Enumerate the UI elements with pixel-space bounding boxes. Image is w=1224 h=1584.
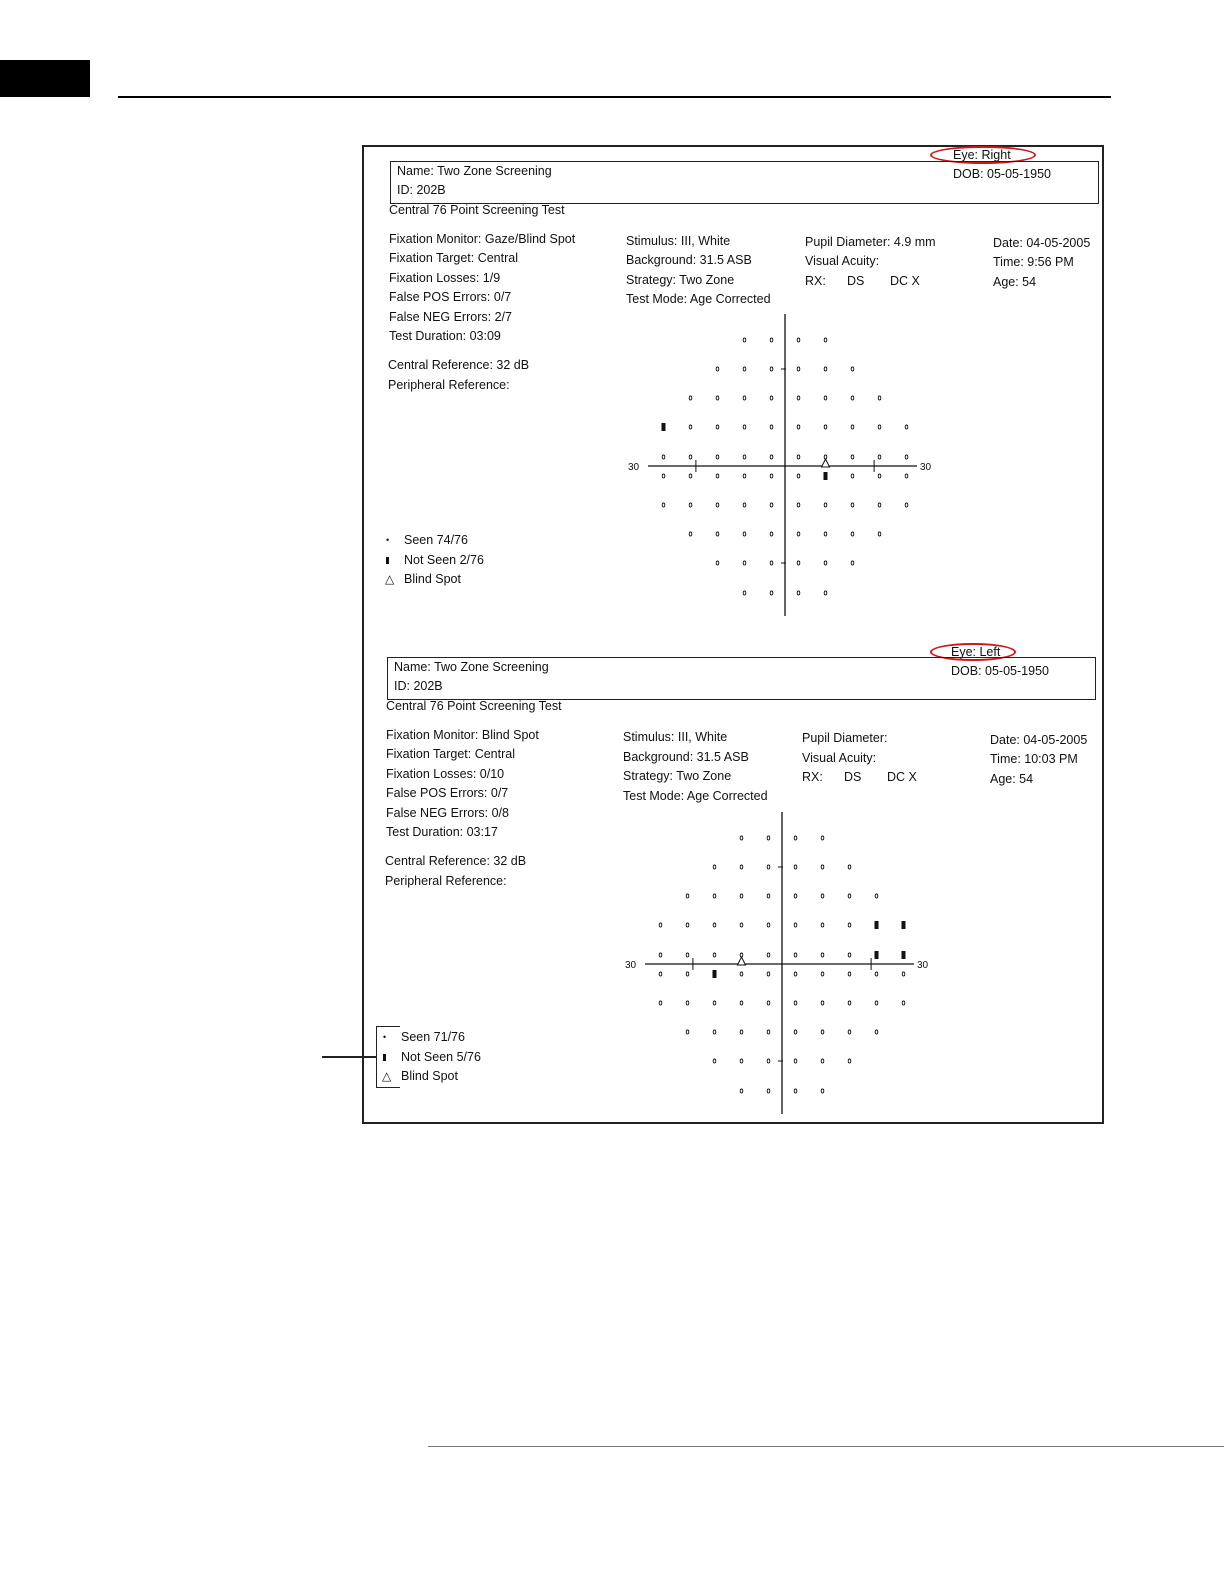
seen-point: [770, 455, 773, 459]
seen-point: [740, 894, 743, 898]
rx-dc: DC X: [890, 274, 920, 288]
strategy: Strategy: Two Zone: [626, 273, 735, 287]
fixation-monitor: Fixation Monitor: Blind Spot: [386, 728, 539, 742]
fixation-losses: Fixation Losses: 1/9: [389, 271, 501, 285]
seen-point: [767, 953, 770, 957]
rx-ds: DS: [847, 274, 865, 288]
seen-point: [743, 591, 746, 595]
seen-point: [689, 474, 692, 478]
seen-point: [743, 338, 746, 342]
seen-point: [797, 532, 800, 536]
seen-point: [689, 532, 692, 536]
seen-point: [713, 1030, 716, 1034]
seen-point: [821, 865, 824, 869]
seen-point: [878, 396, 881, 400]
seen-point: [794, 836, 797, 840]
visual-field-plot: [620, 310, 940, 620]
pupil-diameter: Pupil Diameter:: [802, 731, 888, 745]
seen-point: [851, 532, 854, 536]
background: Background: 31.5 ASB: [626, 253, 752, 267]
seen-point: [740, 1089, 743, 1093]
seen-point: [743, 367, 746, 371]
seen-point: [848, 923, 851, 927]
seen-point: [767, 836, 770, 840]
seen-point: [767, 1001, 770, 1005]
central-reference: Central Reference: 32 dB: [388, 358, 530, 372]
seen-point: [743, 396, 746, 400]
peripheral-reference: Peripheral Reference:: [388, 378, 510, 392]
seen-point: [794, 972, 797, 976]
patient-id: ID: 202B: [397, 183, 446, 197]
axis-label-left: 30: [628, 462, 640, 473]
legend-not-seen: Not Seen 5/76: [401, 1050, 481, 1064]
blind-spot-symbol-icon: △: [385, 572, 395, 586]
test-date: Date: 04-05-2005: [990, 733, 1088, 747]
seen-point: [821, 894, 824, 898]
not-seen-point: [713, 970, 717, 978]
legend-pointer-line: [322, 1056, 376, 1058]
test-duration: Test Duration: 03:09: [389, 329, 501, 343]
test-time: Time: 9:56 PM: [993, 255, 1074, 269]
patient-dob: DOB: 05-05-1950: [953, 167, 1051, 181]
axis-label-left: 30: [625, 960, 637, 971]
seen-point: [770, 591, 773, 595]
not-seen-point: [875, 951, 879, 959]
seen-point: [713, 1059, 716, 1063]
seen-point: [713, 1001, 716, 1005]
seen-point: [770, 561, 773, 565]
blind-spot-point: [822, 459, 830, 467]
seen-point: [821, 1030, 824, 1034]
seen-point: [824, 503, 827, 507]
test-name: Central 76 Point Screening Test: [389, 203, 565, 217]
false-pos-errors: False POS Errors: 0/7: [386, 786, 509, 800]
background: Background: 31.5 ASB: [623, 750, 749, 764]
seen-point: [794, 1001, 797, 1005]
visual-acuity: Visual Acuity:: [802, 751, 877, 765]
seen-point: [770, 503, 773, 507]
seen-point: [902, 1001, 905, 1005]
seen-point: [851, 503, 854, 507]
seen-point: [770, 425, 773, 429]
seen-point: [662, 503, 665, 507]
seen-point: [824, 367, 827, 371]
seen-point: [797, 367, 800, 371]
false-neg-errors: False NEG Errors: 2/7: [389, 310, 512, 324]
seen-point: [743, 503, 746, 507]
seen-point: [797, 591, 800, 595]
seen-symbol-icon: •: [383, 1032, 387, 1042]
seen-point: [713, 865, 716, 869]
seen-point: [848, 1001, 851, 1005]
axis-label-right: 30: [917, 960, 929, 971]
seen-point: [767, 923, 770, 927]
seen-point: [824, 396, 827, 400]
seen-point: [851, 425, 854, 429]
seen-point: [878, 455, 881, 459]
fixation-monitor: Fixation Monitor: Gaze/Blind Spot: [389, 232, 576, 246]
seen-point: [821, 972, 824, 976]
seen-point: [770, 474, 773, 478]
seen-point: [743, 474, 746, 478]
visual-acuity: Visual Acuity:: [805, 254, 880, 268]
seen-point: [821, 1001, 824, 1005]
seen-point: [875, 972, 878, 976]
legend-seen: Seen 74/76: [404, 533, 468, 547]
seen-point: [659, 923, 662, 927]
seen-point: [878, 425, 881, 429]
seen-point: [794, 1059, 797, 1063]
not-seen-symbol-icon: [383, 1050, 386, 1064]
rx-ds: DS: [844, 770, 862, 784]
seen-point: [797, 474, 800, 478]
seen-point: [716, 503, 719, 507]
fixation-target: Fixation Target: Central: [386, 747, 515, 761]
seen-point: [767, 894, 770, 898]
seen-point: [740, 865, 743, 869]
seen-point: [821, 923, 824, 927]
seen-point: [821, 1089, 824, 1093]
stimulus: Stimulus: III, White: [626, 234, 731, 248]
seen-point: [794, 865, 797, 869]
seen-point: [821, 836, 824, 840]
seen-point: [821, 1059, 824, 1063]
seen-point: [716, 561, 719, 565]
seen-point: [767, 865, 770, 869]
seen-point: [740, 923, 743, 927]
seen-point: [713, 953, 716, 957]
seen-point: [878, 503, 881, 507]
seen-point: [797, 455, 800, 459]
seen-point: [740, 836, 743, 840]
seen-point: [743, 425, 746, 429]
seen-point: [770, 396, 773, 400]
legend-seen: Seen 71/76: [401, 1030, 465, 1044]
seen-point: [905, 425, 908, 429]
seen-point: [686, 953, 689, 957]
seen-point: [743, 455, 746, 459]
seen-point: [740, 1001, 743, 1005]
seen-point: [794, 1089, 797, 1093]
seen-point: [797, 561, 800, 565]
seen-point: [878, 532, 881, 536]
false-neg-errors: False NEG Errors: 0/8: [386, 806, 509, 820]
seen-point: [824, 338, 827, 342]
seen-point: [905, 474, 908, 478]
stimulus: Stimulus: III, White: [623, 730, 728, 744]
seen-point: [713, 894, 716, 898]
legend-blind-spot: Blind Spot: [401, 1069, 458, 1083]
seen-point: [716, 532, 719, 536]
seen-point: [659, 953, 662, 957]
eye-label: Eye: Right: [953, 148, 1011, 162]
patient-age: Age: 54: [993, 275, 1037, 289]
not-seen-symbol-icon: [386, 553, 389, 567]
rx-label: RX:: [802, 770, 823, 784]
seen-point: [662, 474, 665, 478]
header-rule: [118, 96, 1111, 98]
seen-point: [770, 338, 773, 342]
test-date: Date: 04-05-2005: [993, 236, 1091, 250]
seen-point: [875, 1001, 878, 1005]
not-seen-point: [662, 423, 666, 431]
patient-id: ID: 202B: [394, 679, 443, 693]
seen-point: [662, 455, 665, 459]
chapter-tab: [0, 60, 90, 97]
seen-point: [902, 972, 905, 976]
test-mode: Test Mode: Age Corrected: [626, 292, 771, 306]
seen-point: [797, 396, 800, 400]
seen-point: [797, 425, 800, 429]
seen-point: [740, 972, 743, 976]
seen-point: [794, 923, 797, 927]
not-seen-point: [902, 951, 906, 959]
test-mode: Test Mode: Age Corrected: [623, 789, 768, 803]
central-reference: Central Reference: 32 dB: [385, 854, 527, 868]
seen-point: [686, 1001, 689, 1005]
seen-point: [848, 865, 851, 869]
seen-point: [767, 972, 770, 976]
seen-point: [686, 923, 689, 927]
seen-point: [770, 532, 773, 536]
seen-point: [848, 972, 851, 976]
seen-point: [716, 367, 719, 371]
seen-point: [659, 1001, 662, 1005]
pupil-diameter: Pupil Diameter: 4.9 mm: [805, 235, 936, 249]
seen-point: [875, 1030, 878, 1034]
seen-point: [848, 1030, 851, 1034]
seen-point: [851, 455, 854, 459]
visual-field-plot: [617, 808, 937, 1118]
seen-point: [740, 1030, 743, 1034]
seen-point: [848, 953, 851, 957]
legend-not-seen: Not Seen 2/76: [404, 553, 484, 567]
patient-name: Name: Two Zone Screening: [397, 164, 552, 178]
seen-symbol-icon: •: [386, 535, 390, 545]
seen-point: [740, 1059, 743, 1063]
seen-point: [794, 953, 797, 957]
seen-point: [689, 396, 692, 400]
seen-point: [824, 425, 827, 429]
seen-point: [794, 1030, 797, 1034]
patient-name: Name: Two Zone Screening: [394, 660, 549, 674]
seen-point: [770, 367, 773, 371]
seen-point: [659, 972, 662, 976]
seen-point: [824, 532, 827, 536]
strategy: Strategy: Two Zone: [623, 769, 732, 783]
not-seen-point: [902, 921, 906, 929]
seen-point: [689, 503, 692, 507]
test-name: Central 76 Point Screening Test: [386, 699, 562, 713]
seen-point: [851, 367, 854, 371]
seen-point: [851, 474, 854, 478]
seen-point: [767, 1089, 770, 1093]
seen-point: [797, 503, 800, 507]
axis-label-right: 30: [920, 462, 932, 473]
seen-point: [716, 396, 719, 400]
patient-dob: DOB: 05-05-1950: [951, 664, 1049, 678]
not-seen-point: [875, 921, 879, 929]
seen-point: [686, 972, 689, 976]
test-time: Time: 10:03 PM: [990, 752, 1078, 766]
blind-spot-point: [738, 957, 746, 965]
seen-point: [767, 1059, 770, 1063]
seen-point: [905, 455, 908, 459]
seen-point: [824, 561, 827, 565]
seen-point: [716, 455, 719, 459]
seen-point: [824, 591, 827, 595]
seen-point: [686, 894, 689, 898]
seen-point: [851, 561, 854, 565]
seen-point: [905, 503, 908, 507]
footer-rule: [428, 1446, 1224, 1447]
rx-dc: DC X: [887, 770, 917, 784]
seen-point: [821, 953, 824, 957]
false-pos-errors: False POS Errors: 0/7: [389, 290, 512, 304]
eye-label: Eye: Left: [951, 645, 1001, 659]
peripheral-reference: Peripheral Reference:: [385, 874, 507, 888]
patient-age: Age: 54: [990, 772, 1034, 786]
seen-point: [848, 1059, 851, 1063]
not-seen-point: [824, 472, 828, 480]
seen-point: [689, 425, 692, 429]
rx-label: RX:: [805, 274, 826, 288]
blind-spot-symbol-icon: △: [382, 1069, 392, 1083]
seen-point: [797, 338, 800, 342]
seen-point: [713, 923, 716, 927]
fixation-losses: Fixation Losses: 0/10: [386, 767, 505, 781]
seen-point: [743, 561, 746, 565]
seen-point: [878, 474, 881, 478]
seen-point: [743, 532, 746, 536]
seen-point: [716, 425, 719, 429]
seen-point: [767, 1030, 770, 1034]
seen-point: [851, 396, 854, 400]
seen-point: [686, 1030, 689, 1034]
legend-blind-spot: Blind Spot: [404, 572, 461, 586]
seen-point: [689, 455, 692, 459]
seen-point: [848, 894, 851, 898]
seen-point: [794, 894, 797, 898]
seen-point: [875, 894, 878, 898]
fixation-target: Fixation Target: Central: [389, 251, 518, 265]
test-duration: Test Duration: 03:17: [386, 825, 498, 839]
seen-point: [716, 474, 719, 478]
